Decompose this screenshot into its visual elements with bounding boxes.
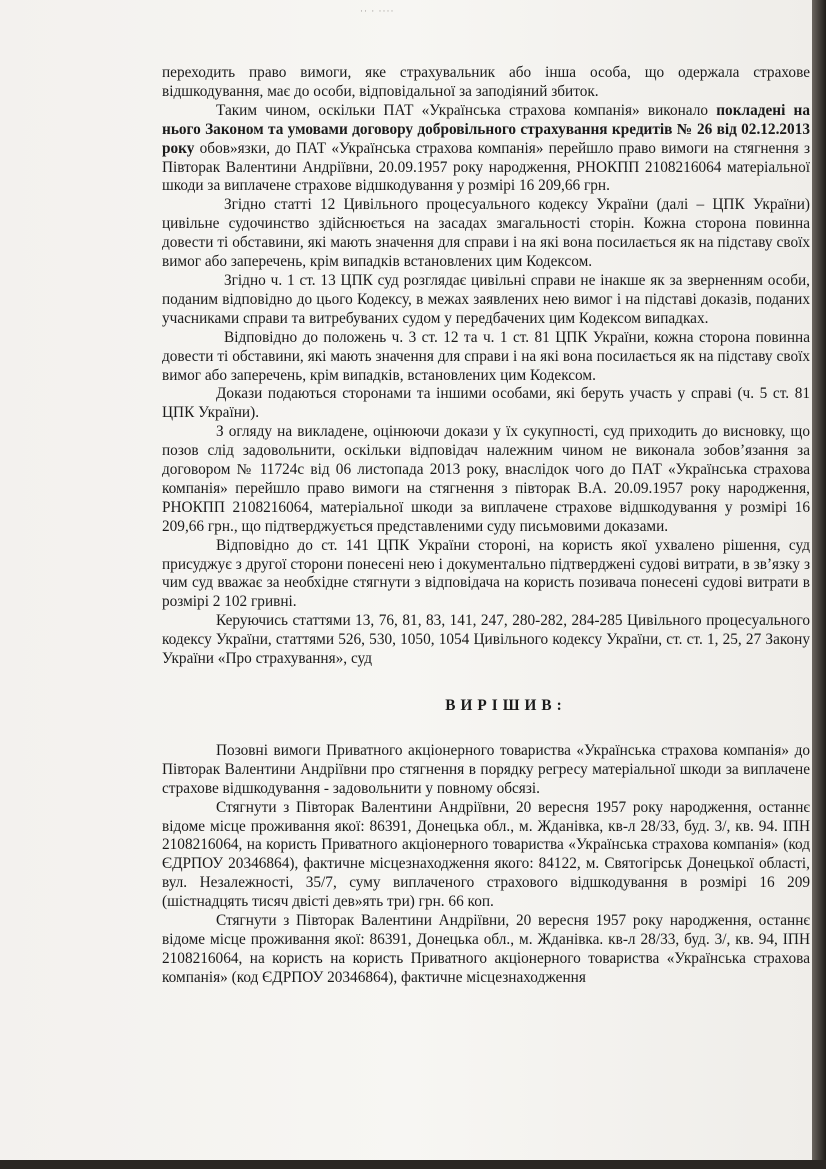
document-body <box>162 64 810 988</box>
paragraph: Керуючись статтями 13, 76, 81, 83, 141, 247, 280-282, 284-285 Цивільного процесуального кодексу України, статтями 526, 530, 1050, 1054 Цивільного кодексу України, ст. ст. 1, 25, 27 Закону України «Про страхування», суд <box>162 612 810 668</box>
page-edge-shadow <box>812 0 826 1169</box>
paragraph-text: обов»язки, до ПАТ «Українська страхова компанія» перейшло право вимоги на стягнення з Півторак Валентини Андріївни, 20.09.1957 року народження, РНОКПП 2108216064 матеріальної шкоди за виплачене страхове відшкодування у розмірі 16 209,66 грн. <box>162 139 810 195</box>
paragraph: Згідно статті 12 Цивільного процесуального кодексу України (далі – ЦПК України) цивільне судочинство здійснюється на засадах змагальності сторін. Кожна сторона повинна довести ті обставини, які мають значення для справи і на які вона посилається як на підставу своїх вимог або заперечень, крім випадків встановлених цим Кодексом. <box>162 196 810 271</box>
paragraph: Згідно ч. 1 ст. 13 ЦПК суд розглядає цивільні справи не інакше як за зверненням особи, поданим відповідно до цього Кодексу, в межах заявлених нею вимог і на підставі доказів, поданих учасниками справи та витребуваних судом у передбачених цим Кодексом випадках. <box>162 271 810 327</box>
paragraph: Стягнути з Півторак Валентини Андріївни, 20 вересня 1957 року народження, останнє відоме місце проживання якої: 86391, Донецька обл., м. Жданівка, кв-л 28/33, буд. 3/, кв. 94. ІПН 2108216064, на користь Приватного акціонерного товариства «Українська страхова компанія» (код ЄДРПОУ 20346864), фактичне місцезнаходження якого: 84122, м. Святогірськ Донецької області, вул. Незалежності, 35/7, суму виплаченого страхового відшкодування в розмірі 16 209 (шістнадцять тисяч двісті дев»ять три) грн. 66 коп. <box>162 798 810 911</box>
decision-heading: ВИРІШИВ: <box>445 697 567 714</box>
paragraph <box>162 102 810 197</box>
paragraph: Відповідно до ст. 141 ЦПК України стороні, на користь якої ухвалено рішення, суд присуджує з другої сторони понесені нею і документально підтверджені судові витрати, в зв’язку з чим суд вважає за необхідне стягнути з відповідача на користь позивача понесені судові витрати в розмірі 2 102 гривні. <box>162 536 810 611</box>
bold-text: покладені на нього Законом та умовами договору добровільного страхування кредитів № 26 від 02.12.2013 року <box>162 101 811 157</box>
paragraph: Стягнути з Півторак Валентини Андріївни, 20 вересня 1957 року народження, останнє відоме місце проживання якої: 86391, Донецька обл., м. Жданівка. кв-л 28/33, буд. 3/, кв. 94, ІПН 2108216064, на користь на користь Приватного акціонерного товариства «Українська страхова компанія» (код ЄДРПОУ 20346864), фактичне місцезнаходження <box>162 912 810 986</box>
paragraph-text: Таким чином, оскільки ПАТ «Українська страхова компанія» виконало <box>216 101 709 119</box>
paragraph: Відповідно до положень ч. 3 ст. 12 та ч. 1 ст. 81 ЦПК України, кожна сторона повинна довести ті обставини, які мають значення для справи і на які вона посилається як на підставу своїх вимог або заперечень, крім випадків, встановлених цим Кодексом. <box>162 328 810 384</box>
paragraph: Докази подаються сторонами та іншими особами, які беруть участь у справі (ч. 5 ст. 81 ЦПК України). <box>162 385 810 422</box>
paragraph: переходить право вимоги, яке страхувальник або інша особа, що одержала страхове відшкодування, має до особи, відповідальної за заподіяний збиток. <box>162 64 810 100</box>
scan-mark: ·· · ···· <box>360 6 395 16</box>
paragraph: Позовні вимоги Приватного акціонерного товариства «Українська страхова компанія» до Півторак Валентини Андріївни про стягнення в порядку регресу матеріальної шкоди за виплачене страхове відшкодування - задовольнити у повному обсязі. <box>162 741 810 797</box>
paragraph: З огляду на викладене, оцінюючи докази у їх сукупності, суд приходить до висновку, що позов слід задовольнити, оскільки відповідач належним чином не виконала зобов’язання за договором № 11724с від 06 листопада 2013 року, внаслідок чого до ПАТ «Українська страхова компанія» перейшло право вимоги на стягнення з півторак В.А. 20.09.1957 року народження, РНОКПП 2108216064, матеріальної шкоди за виплачене страхове відшкодування у розмірі 16 209,66 грн., що підтверджується представленими суду письмовими доказами. <box>162 423 810 535</box>
page-bottom-shadow <box>0 1160 826 1169</box>
